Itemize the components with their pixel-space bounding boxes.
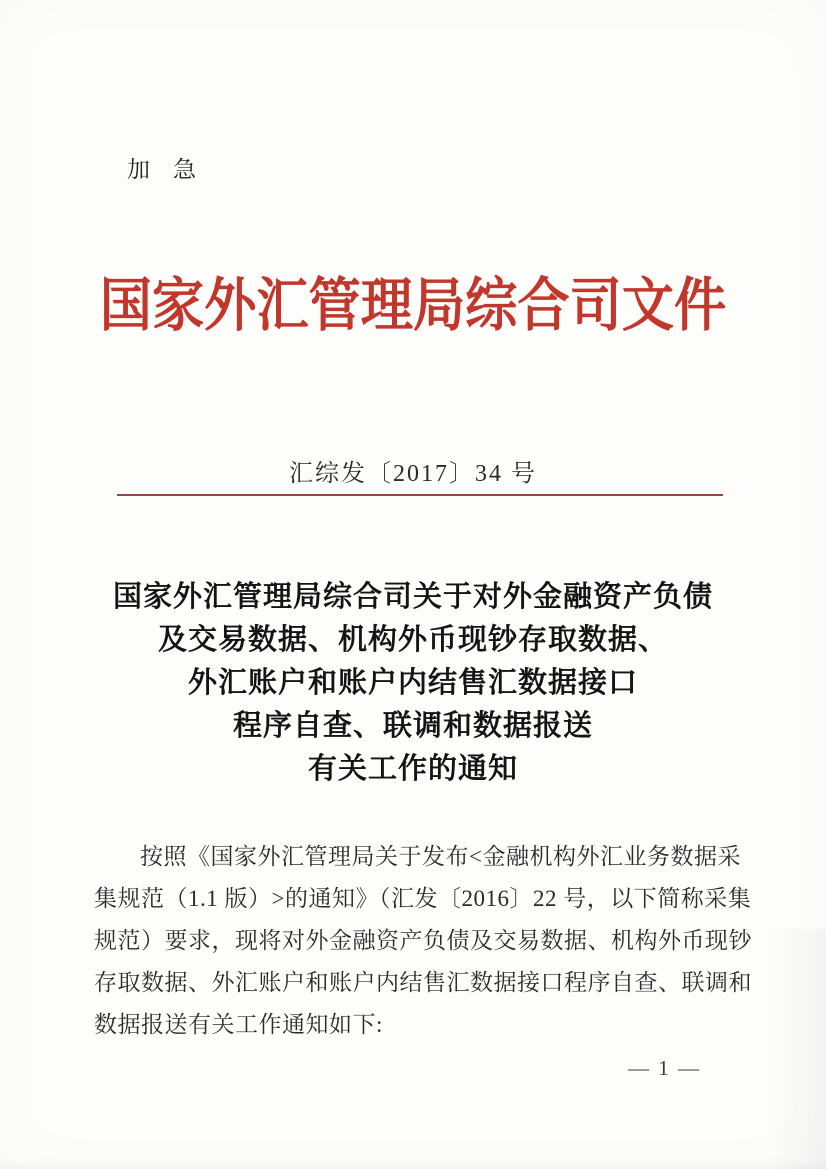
document-title-line: 外汇账户和账户内结售汇数据接口 xyxy=(187,667,638,699)
scan-edge-shadow xyxy=(768,929,826,1169)
page-number: — 1 — xyxy=(628,1056,701,1080)
document-number: 汇综发〔2017〕34 号 xyxy=(289,461,537,487)
document-title-line: 程序自查、联调和数据报送 xyxy=(232,710,593,742)
body-paragraph-line: 存取数据、外汇账户和账户内结售汇数据接口程序自查、联调和 xyxy=(94,970,752,995)
scan-edge-shadow xyxy=(0,1159,826,1169)
document-title xyxy=(0,576,826,791)
document-title-line: 有关工作的通知 xyxy=(307,753,518,785)
red-separator-line xyxy=(117,494,723,496)
body-paragraph xyxy=(94,836,752,1046)
agency-banner-title: 国家外汇管理局综合司文件 xyxy=(99,273,727,338)
body-paragraph-line: 规范）要求，现将对外金融资产负债及交易数据、机构外币现钞 xyxy=(94,928,752,953)
urgency-label: 加 急 xyxy=(127,157,196,182)
body-paragraph-line: 数据报送有关工作通知如下: xyxy=(94,1012,383,1037)
document-title-line: 及交易数据、机构外币现钞存取数据、 xyxy=(157,624,668,656)
body-paragraph-line: 集规范（1.1 版）>的通知》（汇发〔2016〕22 号，以下简称采集 xyxy=(94,886,752,911)
document-title-line: 国家外汇管理局综合司关于对外金融资产负债 xyxy=(112,581,713,613)
body-paragraph-line: 按照《国家外汇管理局关于发布<金融机构外汇业务数据采 xyxy=(140,844,741,869)
